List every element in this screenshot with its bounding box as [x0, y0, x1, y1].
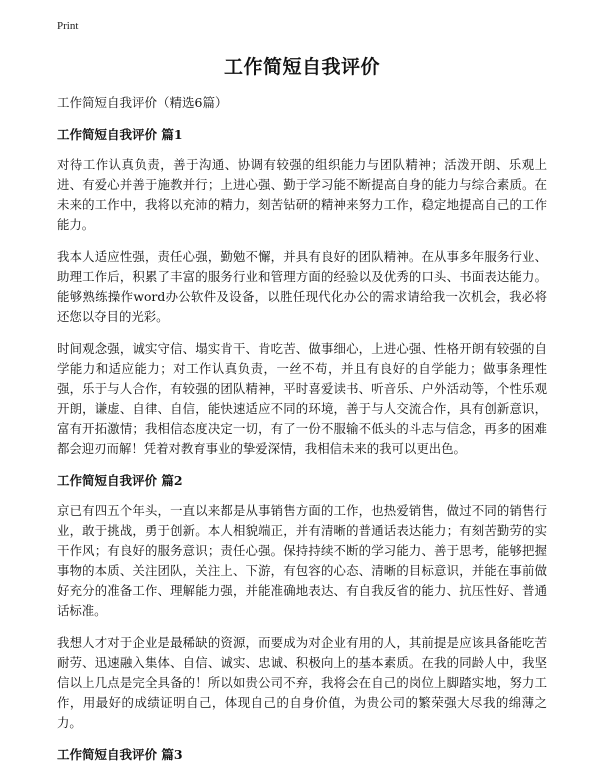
section-2-paragraph-1: 京已有四五个年头，一直以来都是从事销售方面的工作，也热爱销售，做过不同的销售行业，敢于挑战，勇于创新。本人相貌端正，并有清晰的普通话表达能力；有刻苦勤劳的实干作风；有良好的服务意识；责任心强。保持持续不断的学习能力、善于思考，能够把握事物的本质、关注团队，关注上、下游，有包容的心态、清晰的目标意识，并能在事前做好充分的准备工作、理解能力强，并能准确地表达、有自我反省的能力、抗压性好、普通话标准。 — [57, 503, 547, 618]
document-subtitle: 工作简短自我评价（精选6篇） — [57, 95, 228, 110]
section-1-paragraph-1: 对待工作认真负责，善于沟通、协调有较强的组织能力与团队精神；活泼开朗、乐观上进、有爱心并善于施教并行；上进心强、勤于学习能不断提高自身的能力与综合素质。在未来的工作中，我将以充沛的精力，刻苦钻研的精神来努力工作，稳定地提高自己的工作能力。 — [57, 157, 547, 232]
print-link[interactable]: Print — [57, 20, 79, 32]
section-1-paragraph-3: 时间观念强，诚实守信、塌实肯干、肯吃苦、做事细心，上进心强、性格开朗有较强的自学能力和适应能力；对工作认真负责，一丝不苟，并且有良好的自学能力；做事条理性强，乐于与人合作，有较强的团队精神，平时喜爱读书、听音乐、户外活动等，个性乐观开朗，谦虚、自律、自信，能快速适应不同的环境，善于与人交流合作，具有创新意识，富有开拓激情；我相信态度决定一切，有了一份不服输不低头的斗志与信念，再多的困难都会迎刃而解！凭着对教育事业的挚爱深情，我相信未来的我可以更出色。 — [57, 341, 547, 456]
section-heading-2: 工作简短自我评价 篇2 — [57, 473, 183, 488]
document-body — [57, 52, 547, 775]
section-2-paragraph-2: 我想人才对于企业是最稀缺的资源，而要成为对企业有用的人，其前提是应该具备能吃苦耐劳、迅速融入集体、自信、诚实、忠诚、积极向上的基本素质。在我的同龄人中，我坚信以上几点是完全具备的！所以如贵公司不弃，我将会在自己的岗位上脚踏实地，努力工作，用最好的成绩证明自己，体现自己的自身价值，为贵公司的繁荣强大尽我的绵薄之力。 — [57, 635, 547, 730]
page-title: 工作简短自我评价 — [223, 56, 380, 78]
section-1-paragraph-2: 我本人适应性强，责任心强，勤勉不懈，并具有良好的团队精神。在从事多年服务行业、助理工作后，积累了丰富的服务行业和管理方面的经验以及优秀的口头、书面表达能力。能够熟练操作word办公软件及设备，以胜任现代化办公的需求请给我一次机会，我必将还您以夺目的光彩。 — [57, 249, 547, 324]
section-heading-1: 工作简短自我评价 篇1 — [57, 127, 183, 142]
section-heading-3: 工作简短自我评价 篇3 — [57, 747, 183, 762]
